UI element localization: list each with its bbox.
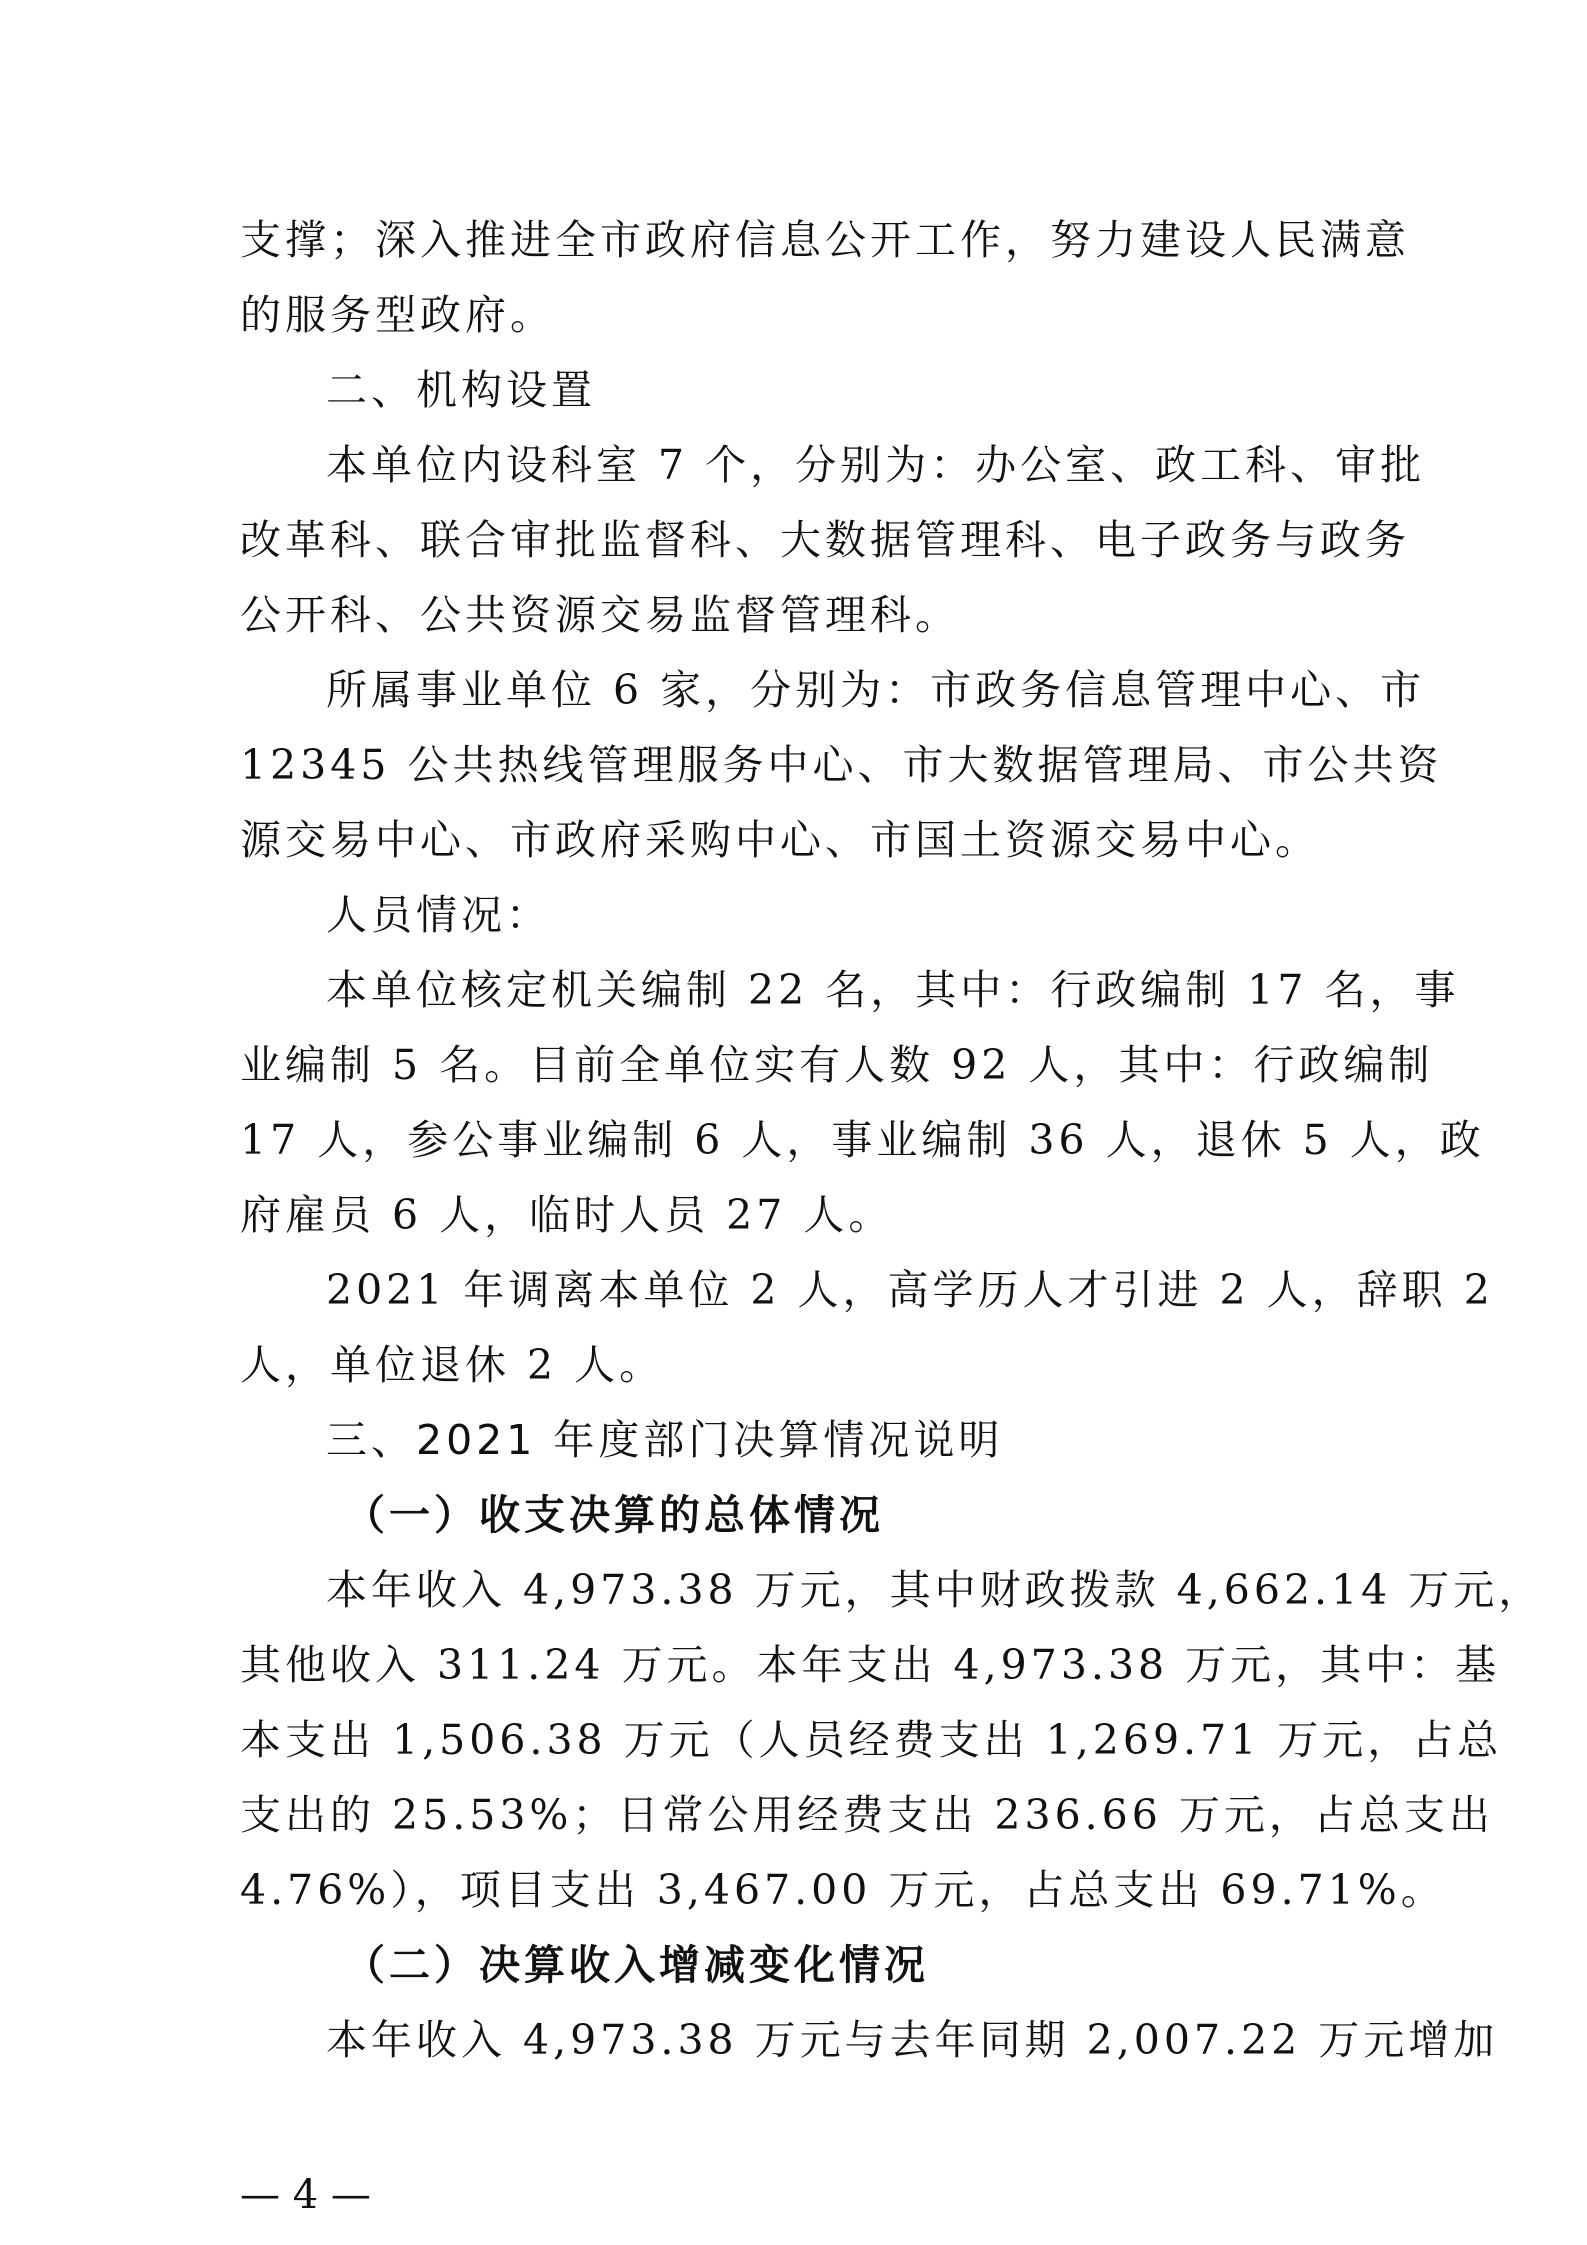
paragraph-line: 12345 公共热线管理服务中心、市大数据管理局、市公共资 <box>240 741 1443 789</box>
paragraph-line: 府雇员 6 人，临时人员 27 人。 <box>240 1191 894 1239</box>
paragraph-line: 所属事业单位 6 家，分别为：市政务信息管理中心、市 <box>326 666 1426 714</box>
paragraph-line: 人，单位退休 2 人。 <box>240 1341 665 1389</box>
paragraph-line: 本年收入 4,973.38 万元，其中财政拨款 4,662.14 万元， <box>326 1566 1544 1614</box>
page-number: — 4 — <box>240 2172 371 2218</box>
paragraph-line: 支撑；深入推进全市政府信息公开工作，努力建设人民满意 <box>240 216 1410 264</box>
paragraph-line: 本单位核定机关编制 22 名，其中：行政编制 17 名，事 <box>326 966 1460 1014</box>
paragraph-line: 17 人，参公事业编制 6 人，事业编制 36 人，退休 5 人，政 <box>240 1116 1485 1164</box>
paragraph-line: 2021 年调离本单位 2 人，高学历人才引进 2 人，辞职 2 <box>326 1266 1494 1314</box>
paragraph-line: 源交易中心、市政府采购中心、市国土资源交易中心。 <box>240 816 1320 864</box>
paragraph-line: 4.76%），项目支出 3,467.00 万元，占总支出 69.71%。 <box>240 1866 1446 1914</box>
paragraph-line: 其他收入 311.24 万元。本年支出 4,973.38 万元，其中：基 <box>240 1641 1501 1689</box>
section-heading-organization: 二、机构设置 <box>326 366 596 414</box>
paragraph-line: 本单位内设科室 7 个，分别为：办公室、政工科、审批 <box>326 441 1426 489</box>
subsection-heading-income-change: （二）决算收入增减变化情况 <box>344 1941 929 1989</box>
section-heading-final-accounts: 三、2021 年度部门决算情况说明 <box>326 1416 1004 1464</box>
subsection-heading-overall: （一）收支决算的总体情况 <box>344 1491 884 1539</box>
paragraph-line: 人员情况： <box>326 891 551 939</box>
paragraph-line: 改革科、联合审批监督科、大数据管理科、电子政务与政务 <box>240 516 1410 564</box>
paragraph-line: 的服务型政府。 <box>240 291 555 339</box>
paragraph-line: 支出的 25.53%；日常公用经费支出 236.66 万元，占总支出 <box>240 1791 1494 1839</box>
paragraph-line: 业编制 5 名。目前全单位实有人数 92 人，其中：行政编制 <box>240 1041 1434 1089</box>
paragraph-line: 本支出 1,506.38 万元（人员经费支出 1,269.71 万元，占总 <box>240 1716 1503 1764</box>
paragraph-line: 本年收入 4,973.38 万元与去年同期 2,007.22 万元增加 <box>326 2016 1499 2064</box>
paragraph-line: 公开科、公共资源交易监督管理科。 <box>240 591 960 639</box>
